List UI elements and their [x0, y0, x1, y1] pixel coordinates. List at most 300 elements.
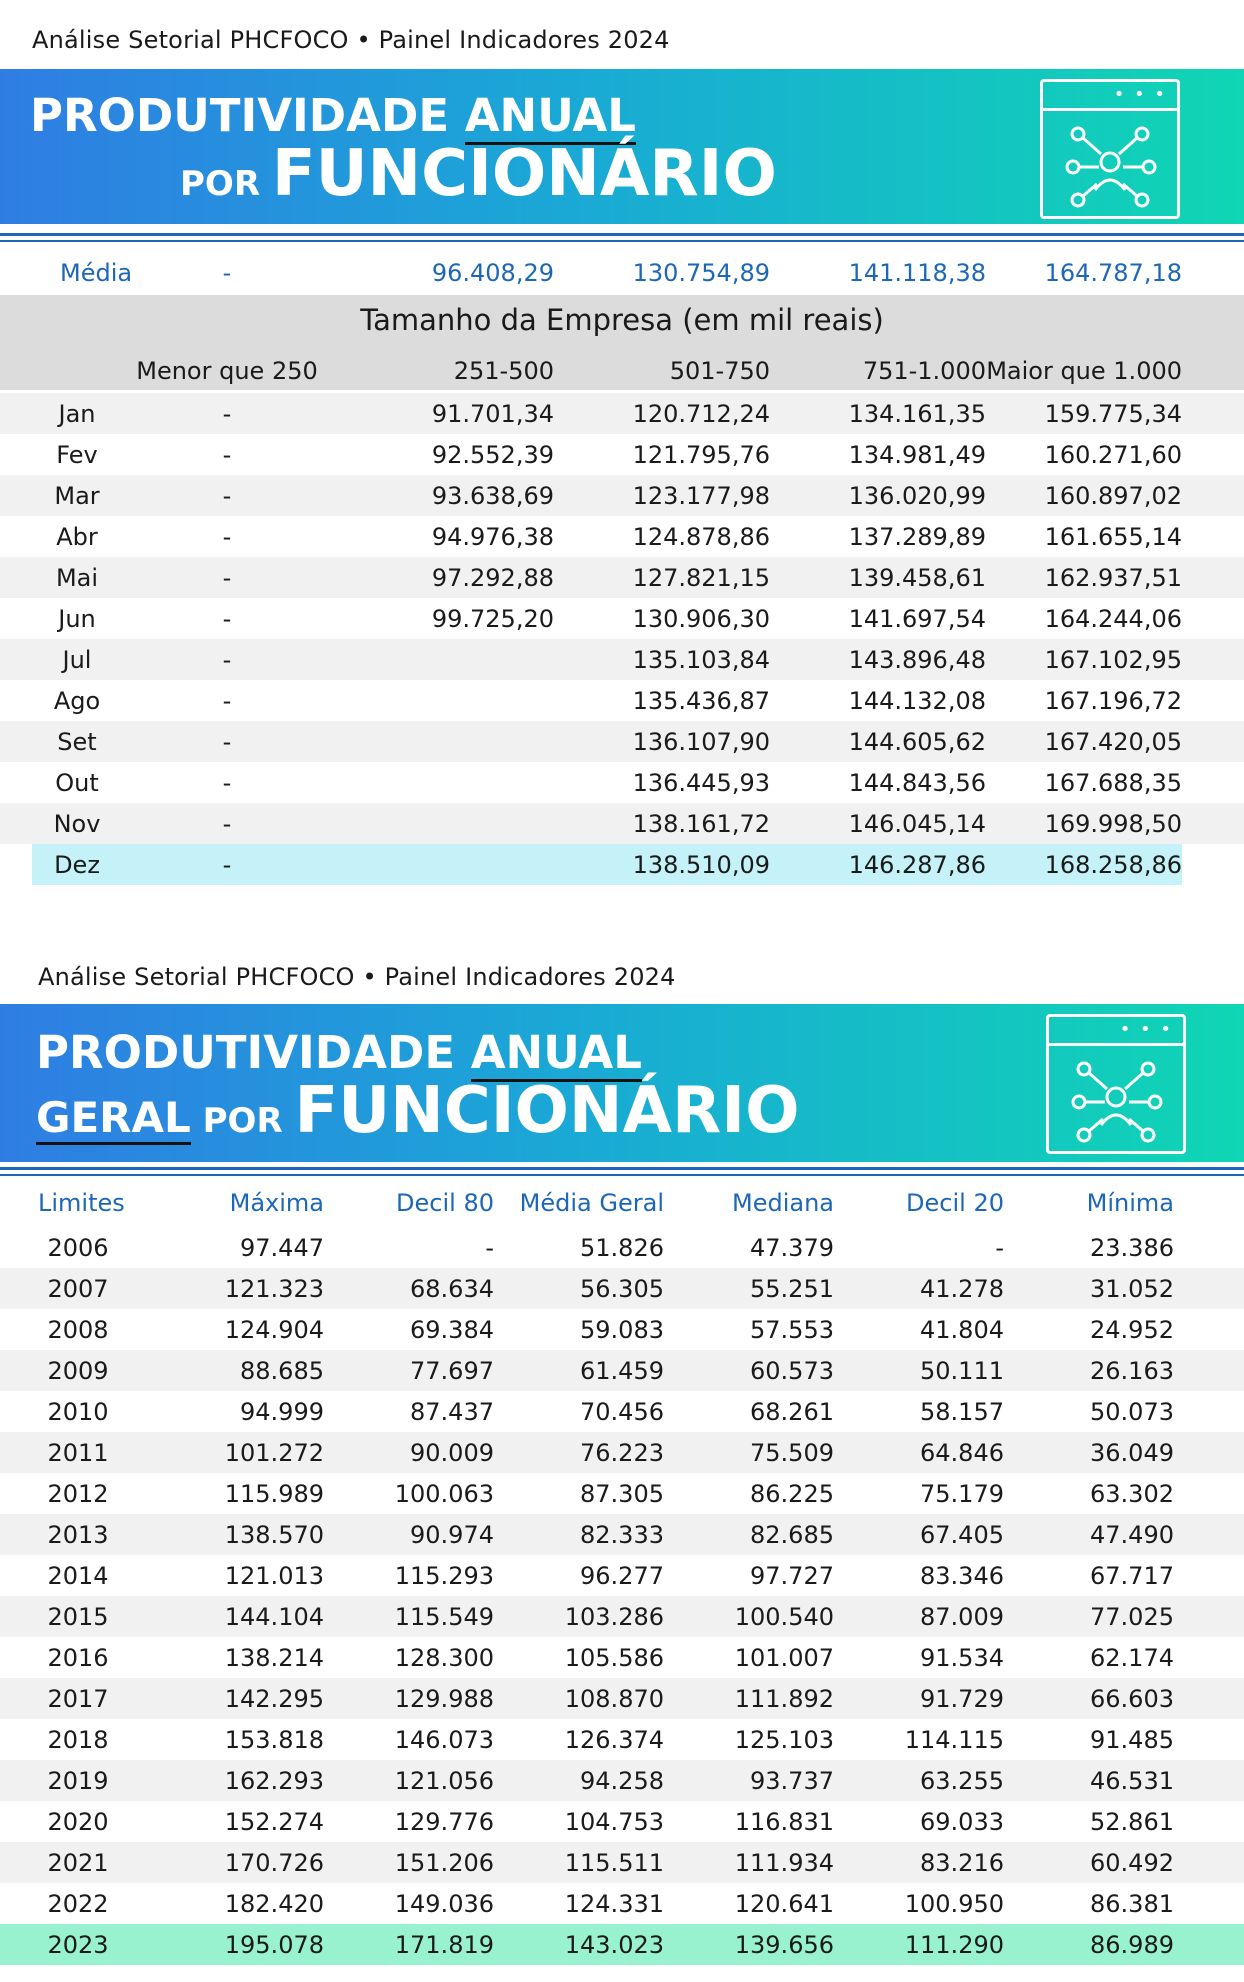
table-cell: 143.023	[494, 1924, 664, 1965]
table-row	[0, 680, 1244, 721]
table-cell: 55.251	[664, 1268, 834, 1309]
row-pad	[0, 721, 32, 762]
table-cell: 60.573	[664, 1350, 834, 1391]
row-pad	[1182, 803, 1244, 844]
table-cell: 75.509	[664, 1432, 834, 1473]
table-cell: Set	[32, 721, 122, 762]
table-cell: -	[324, 1227, 494, 1268]
table-cell: 167.420,05	[986, 721, 1182, 762]
row-pad	[1174, 1678, 1244, 1719]
table-cell: 2022	[38, 1883, 138, 1924]
table-cell: -	[122, 434, 332, 475]
banner2-rule-thin	[0, 1174, 1244, 1176]
table-cell: 137.289,89	[770, 516, 986, 557]
banner-rule	[0, 233, 1244, 236]
column-header: Mínima	[1086, 1188, 1174, 1217]
table-cell: -	[122, 598, 332, 639]
table-cell: 63.255	[834, 1760, 1004, 1801]
table-cell: 86.225	[664, 1473, 834, 1514]
table-cell: 124.331	[494, 1883, 664, 1924]
table-cell: 51.826	[494, 1227, 664, 1268]
table-cell: 116.831	[664, 1801, 834, 1842]
column-header: Limites	[38, 1188, 125, 1217]
table-cell: 100.950	[834, 1883, 1004, 1924]
table-cell: 161.655,14	[986, 516, 1182, 557]
media-cell: -	[122, 252, 332, 293]
media-cell: 141.118,38	[770, 252, 986, 293]
table-cell: 2011	[38, 1432, 138, 1473]
table-row	[0, 1924, 1244, 1965]
table-cell: 67.405	[834, 1514, 1004, 1555]
table-cell: 121.013	[138, 1555, 324, 1596]
table-cell: Jan	[32, 393, 122, 434]
media-row-table	[32, 252, 1182, 293]
table-row	[0, 1309, 1244, 1350]
table-cell: Ago	[32, 680, 122, 721]
table-cell: -	[122, 557, 332, 598]
row-pad	[1182, 844, 1244, 885]
row-pad	[0, 393, 32, 434]
row-pad	[1174, 1596, 1244, 1637]
table-cell: 2008	[38, 1309, 138, 1350]
row-pad	[1174, 1473, 1244, 1514]
table-cell: 59.083	[494, 1309, 664, 1350]
table-row	[0, 1227, 1244, 1268]
row-pad	[0, 1883, 38, 1924]
banner2-title-line1: PRODUTIVIDADE ANUAL	[36, 1026, 642, 1079]
table-row	[0, 639, 1244, 680]
table-cell: 91.701,34	[332, 393, 554, 434]
table-cell: 169.998,50	[986, 803, 1182, 844]
table-row	[0, 434, 1244, 475]
table-cell: 87.305	[494, 1473, 664, 1514]
table-cell: -	[834, 1227, 1004, 1268]
table-cell: 86.381	[1004, 1883, 1174, 1924]
row-pad	[1182, 516, 1244, 557]
row-pad	[0, 434, 32, 475]
table-row	[0, 1268, 1244, 1309]
table-cell: 136.020,99	[770, 475, 986, 516]
table-cell: 108.870	[494, 1678, 664, 1719]
table-cell: -	[122, 475, 332, 516]
table-cell: 167.688,35	[986, 762, 1182, 803]
table-cell: 57.553	[664, 1309, 834, 1350]
table-cell: 135.436,87	[554, 680, 770, 721]
column-header: Maior que 1.000	[986, 356, 1182, 385]
table-cell: 120.641	[664, 1883, 834, 1924]
table-cell: 87.009	[834, 1596, 1004, 1637]
column-header: Máxima	[229, 1188, 324, 1217]
table-row	[0, 475, 1244, 516]
table-cell: 144.132,08	[770, 680, 986, 721]
table-cell: 195.078	[138, 1924, 324, 1965]
yearly-table	[0, 1227, 1244, 1965]
row-pad	[1174, 1391, 1244, 1432]
table-cell: 24.952	[1004, 1309, 1174, 1350]
table-cell: 152.274	[138, 1801, 324, 1842]
row-pad	[0, 598, 32, 639]
table-cell: 93.638,69	[332, 475, 554, 516]
table-row	[0, 762, 1244, 803]
row-pad	[0, 1555, 38, 1596]
row-pad	[1174, 1924, 1244, 1965]
row-pad	[0, 1842, 38, 1883]
table-cell: 77.697	[324, 1350, 494, 1391]
table-cell: 2014	[38, 1555, 138, 1596]
table-cell: 91.729	[834, 1678, 1004, 1719]
column-header: 751-1.000	[862, 356, 986, 385]
table-cell: 105.586	[494, 1637, 664, 1678]
table-cell: Jun	[32, 598, 122, 639]
row-pad	[0, 1596, 38, 1637]
row-pad	[0, 1473, 38, 1514]
table-cell: 146.045,14	[770, 803, 986, 844]
table-cell: 2010	[38, 1391, 138, 1432]
row-pad	[1182, 762, 1244, 803]
media-cell: 164.787,18	[986, 252, 1182, 293]
table-cell	[332, 639, 554, 680]
table-cell: 47.379	[664, 1227, 834, 1268]
table-cell: 153.818	[138, 1719, 324, 1760]
table-cell: 2015	[38, 1596, 138, 1637]
table-cell: 36.049	[1004, 1432, 1174, 1473]
banner-title-line2: POR FUNCIONÁRIO	[180, 137, 777, 211]
title-banner-2	[0, 1004, 1244, 1162]
row-pad	[1174, 1514, 1244, 1555]
table-cell: -	[122, 680, 332, 721]
table-row	[0, 1801, 1244, 1842]
column-header: 251-500	[453, 356, 554, 385]
table-cell: 142.295	[138, 1678, 324, 1719]
table-cell: 121.323	[138, 1268, 324, 1309]
table-cell	[332, 721, 554, 762]
table-cell: 91.534	[834, 1637, 1004, 1678]
table-cell: 41.278	[834, 1268, 1004, 1309]
table-cell: 91.485	[1004, 1719, 1174, 1760]
table-cell: 64.846	[834, 1432, 1004, 1473]
table-cell: 26.163	[1004, 1350, 1174, 1391]
row-pad	[1174, 1350, 1244, 1391]
table-cell: 141.697,54	[770, 598, 986, 639]
table-cell: 69.033	[834, 1801, 1004, 1842]
table-cell: 2006	[38, 1227, 138, 1268]
title-banner	[0, 69, 1244, 224]
column-header: Menor que 250	[136, 356, 318, 385]
table-cell: 160.271,60	[986, 434, 1182, 475]
row-pad	[0, 475, 32, 516]
table-cell: 2012	[38, 1473, 138, 1514]
table-cell: 68.261	[664, 1391, 834, 1432]
table-cell: 151.206	[324, 1842, 494, 1883]
table-cell: 129.988	[324, 1678, 494, 1719]
table-cell: Out	[32, 762, 122, 803]
table-cell: 115.989	[138, 1473, 324, 1514]
row-pad	[0, 1432, 38, 1473]
table-row	[0, 803, 1244, 844]
table-cell: 82.333	[494, 1514, 664, 1555]
row-pad	[1174, 1555, 1244, 1596]
table-row	[0, 1637, 1244, 1678]
table-cell: 50.073	[1004, 1391, 1174, 1432]
table-cell: 124.904	[138, 1309, 324, 1350]
row-pad	[0, 1719, 38, 1760]
table-cell: -	[122, 844, 332, 885]
media-cell: 130.754,89	[554, 252, 770, 293]
table-cell: 76.223	[494, 1432, 664, 1473]
row-pad	[1174, 1801, 1244, 1842]
row-pad	[0, 1924, 38, 1965]
table-row	[0, 721, 1244, 762]
table-row	[0, 1432, 1244, 1473]
table-cell: 162.937,51	[986, 557, 1182, 598]
network-window-icon: • • •	[1046, 1014, 1186, 1154]
row-pad	[0, 1268, 38, 1309]
column-header	[32, 350, 122, 391]
table-cell: Mar	[32, 475, 122, 516]
row-pad	[0, 1227, 38, 1268]
row-pad	[1174, 1719, 1244, 1760]
table-cell: 138.214	[138, 1637, 324, 1678]
table-cell: Fev	[32, 434, 122, 475]
table-cell: 97.447	[138, 1227, 324, 1268]
table-cell: 66.603	[1004, 1678, 1174, 1719]
row-pad	[1182, 598, 1244, 639]
table-row	[0, 1555, 1244, 1596]
table-cell: 144.104	[138, 1596, 324, 1637]
report-subtitle: Análise Setorial PHCFOCO • Painel Indicadores 2024	[32, 26, 670, 54]
column-header: Mediana	[732, 1188, 834, 1217]
column-header: Decil 20	[906, 1188, 1004, 1217]
table-row	[0, 1719, 1244, 1760]
table-row	[0, 1883, 1244, 1924]
table-cell: 134.161,35	[770, 393, 986, 434]
table-cell: 58.157	[834, 1391, 1004, 1432]
table-cell: -	[122, 639, 332, 680]
table-row	[0, 1596, 1244, 1637]
table-cell: 2009	[38, 1350, 138, 1391]
media-cell: 96.408,29	[332, 252, 554, 293]
table-cell: 61.459	[494, 1350, 664, 1391]
table-cell: 164.244,06	[986, 598, 1182, 639]
row-pad	[0, 516, 32, 557]
row-pad	[0, 1514, 38, 1555]
table-cell	[332, 844, 554, 885]
table-cell: 2017	[38, 1678, 138, 1719]
table-cell: 115.549	[324, 1596, 494, 1637]
table-cell: 75.179	[834, 1473, 1004, 1514]
table-cell: 69.384	[324, 1309, 494, 1350]
table-cell: 82.685	[664, 1514, 834, 1555]
row-pad	[0, 844, 32, 885]
table-cell: 115.293	[324, 1555, 494, 1596]
table-cell: 31.052	[1004, 1268, 1174, 1309]
table-cell: 167.102,95	[986, 639, 1182, 680]
table-row	[0, 516, 1244, 557]
table-cell: 90.974	[324, 1514, 494, 1555]
row-pad	[1174, 1883, 1244, 1924]
table-cell: 96.277	[494, 1555, 664, 1596]
table-cell: 182.420	[138, 1883, 324, 1924]
banner2-title-line2: GERAL POR FUNCIONÁRIO	[36, 1074, 800, 1148]
table-row	[0, 1350, 1244, 1391]
table-cell: 115.511	[494, 1842, 664, 1883]
table-cell: 87.437	[324, 1391, 494, 1432]
row-pad	[1182, 639, 1244, 680]
table-cell: -	[122, 721, 332, 762]
row-pad	[0, 1391, 38, 1432]
table-row	[0, 598, 1244, 639]
banner2-rule	[0, 1167, 1244, 1170]
row-pad	[1182, 393, 1244, 434]
table-cell: 149.036	[324, 1883, 494, 1924]
table-cell: 128.300	[324, 1637, 494, 1678]
table-cell: 160.897,02	[986, 475, 1182, 516]
row-pad	[0, 762, 32, 803]
table-cell	[332, 762, 554, 803]
table-cell: 68.634	[324, 1268, 494, 1309]
table-cell: 111.892	[664, 1678, 834, 1719]
table-cell: 56.305	[494, 1268, 664, 1309]
table-cell: 2016	[38, 1637, 138, 1678]
table-cell: 144.843,56	[770, 762, 986, 803]
table-cell: 125.103	[664, 1719, 834, 1760]
table-cell: 94.999	[138, 1391, 324, 1432]
table-cell: 67.717	[1004, 1555, 1174, 1596]
media-label: Média	[32, 252, 122, 293]
table-cell: 77.025	[1004, 1596, 1174, 1637]
network-window-icon: • • •	[1040, 79, 1180, 219]
column-header: Decil 80	[396, 1188, 494, 1217]
table-cell: 162.293	[138, 1760, 324, 1801]
report-subtitle-2: Análise Setorial PHCFOCO • Painel Indicadores 2024	[38, 963, 676, 991]
table-cell: 136.107,90	[554, 721, 770, 762]
table-cell: 121.795,76	[554, 434, 770, 475]
table-cell: Abr	[32, 516, 122, 557]
table-cell: 88.685	[138, 1350, 324, 1391]
row-pad	[1174, 1227, 1244, 1268]
table-row	[0, 1760, 1244, 1801]
table-cell: 121.056	[324, 1760, 494, 1801]
row-pad	[0, 1637, 38, 1678]
table-cell	[332, 680, 554, 721]
banner-title-line1: PRODUTIVIDADE ANUAL	[30, 89, 636, 142]
table-cell: 41.804	[834, 1309, 1004, 1350]
table-cell: 130.906,30	[554, 598, 770, 639]
table-cell: 134.981,49	[770, 434, 986, 475]
column-header: Média Geral	[519, 1188, 664, 1217]
table-cell: 94.258	[494, 1760, 664, 1801]
table-cell: 2013	[38, 1514, 138, 1555]
table-cell: 90.009	[324, 1432, 494, 1473]
row-pad	[1182, 557, 1244, 598]
row-pad	[0, 1801, 38, 1842]
table-cell: 2007	[38, 1268, 138, 1309]
table-cell: 86.989	[1004, 1924, 1174, 1965]
row-pad	[1174, 1432, 1244, 1473]
table-cell: 138.161,72	[554, 803, 770, 844]
table-row	[0, 557, 1244, 598]
monthly-table	[0, 393, 1244, 885]
table-row	[0, 393, 1244, 434]
table-cell: 2021	[38, 1842, 138, 1883]
table-cell: 139.656	[664, 1924, 834, 1965]
table-cell: 100.540	[664, 1596, 834, 1637]
table-cell: 63.302	[1004, 1473, 1174, 1514]
row-pad	[0, 680, 32, 721]
table-cell: 46.531	[1004, 1760, 1174, 1801]
table-cell: 146.073	[324, 1719, 494, 1760]
table-cell: 129.776	[324, 1801, 494, 1842]
row-pad	[1174, 1760, 1244, 1801]
limits-header-table	[38, 1182, 1174, 1223]
table-cell: Mai	[32, 557, 122, 598]
row-pad	[0, 1309, 38, 1350]
table-cell: 167.196,72	[986, 680, 1182, 721]
table-cell: 101.272	[138, 1432, 324, 1473]
row-pad	[1174, 1268, 1244, 1309]
table-cell: 139.458,61	[770, 557, 986, 598]
table-cell	[332, 803, 554, 844]
row-pad	[0, 1678, 38, 1719]
table-row	[0, 1473, 1244, 1514]
table-cell: 138.510,09	[554, 844, 770, 885]
table-cell: 170.726	[138, 1842, 324, 1883]
table-cell: 2020	[38, 1801, 138, 1842]
table-cell: 120.712,24	[554, 393, 770, 434]
row-pad	[1174, 1842, 1244, 1883]
table-cell: 138.570	[138, 1514, 324, 1555]
table-cell: 2023	[38, 1924, 138, 1965]
table-cell: 101.007	[664, 1637, 834, 1678]
group-header-title: Tamanho da Empresa (em mil reais)	[360, 303, 884, 337]
table-cell: 60.492	[1004, 1842, 1174, 1883]
table-cell: 99.725,20	[332, 598, 554, 639]
table-cell: 47.490	[1004, 1514, 1174, 1555]
table-cell: 70.456	[494, 1391, 664, 1432]
table-row	[0, 1842, 1244, 1883]
table-cell: 100.063	[324, 1473, 494, 1514]
table-cell: 83.346	[834, 1555, 1004, 1596]
table-cell: 83.216	[834, 1842, 1004, 1883]
table-cell: 52.861	[1004, 1801, 1174, 1842]
row-pad	[1174, 1637, 1244, 1678]
table-cell: 23.386	[1004, 1227, 1174, 1268]
table-cell: 2018	[38, 1719, 138, 1760]
row-pad	[0, 1760, 38, 1801]
table-cell: 114.115	[834, 1719, 1004, 1760]
row-pad	[0, 557, 32, 598]
table-cell: 2019	[38, 1760, 138, 1801]
table-cell: Jul	[32, 639, 122, 680]
table-cell: -	[122, 762, 332, 803]
table-row	[0, 844, 1244, 885]
table-row	[0, 1391, 1244, 1432]
table-cell: 171.819	[324, 1924, 494, 1965]
table-cell: 97.727	[664, 1555, 834, 1596]
table-cell: 97.292,88	[332, 557, 554, 598]
table-cell: 168.258,86	[986, 844, 1182, 885]
banner-rule-thin	[0, 240, 1244, 242]
table-cell: 144.605,62	[770, 721, 986, 762]
table-cell: 146.287,86	[770, 844, 986, 885]
row-pad	[1182, 680, 1244, 721]
table-cell: 62.174	[1004, 1637, 1174, 1678]
table-cell: 103.286	[494, 1596, 664, 1637]
table-cell: 126.374	[494, 1719, 664, 1760]
table-cell: -	[122, 803, 332, 844]
table-cell: 93.737	[664, 1760, 834, 1801]
row-pad	[1182, 475, 1244, 516]
